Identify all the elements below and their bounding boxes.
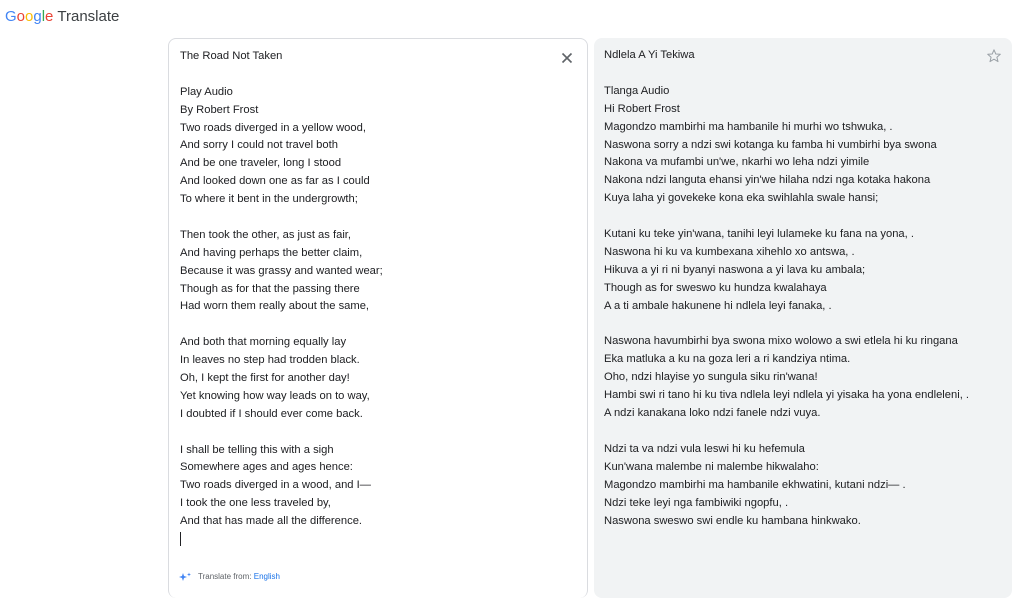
source-line: I shall be telling this with a sigh bbox=[180, 443, 334, 456]
logo-letter: e bbox=[45, 8, 54, 25]
source-line: In leaves no step had trodden black. bbox=[180, 354, 360, 367]
logo-letter: l bbox=[41, 8, 46, 25]
translation-line: Tlanga Audio bbox=[604, 84, 670, 97]
translation-line: Kutani ku teke yin'wana, tanihi leyi lulameke ku fana na yona, . bbox=[604, 228, 914, 241]
translation-line: Hi Robert Frost bbox=[604, 102, 680, 115]
translation-line: Oho, ndzi hlayise yo sungula siku rin'wana! bbox=[604, 371, 818, 384]
source-line: Two roads diverged in a wood, and I— bbox=[180, 479, 371, 492]
translation-line: Naswona hi ku va kumbexana xihehlo xo antswa, . bbox=[604, 245, 855, 258]
save-translation-button[interactable] bbox=[986, 48, 1002, 64]
source-line: To where it bent in the undergrowth; bbox=[180, 193, 358, 206]
source-line: Though as for that the passing there bbox=[180, 282, 360, 295]
source-blank-line bbox=[180, 424, 383, 442]
source-line: Then took the other, as just as fair, bbox=[180, 228, 352, 241]
translation-line: Naswona sorry a ndzi swi kotanga ku famba hi vumbirhi bya swona bbox=[604, 138, 937, 151]
translation-line: Magondzo mambirhi ma hambanile hi murhi wo tshwuka, . bbox=[604, 120, 893, 133]
source-line: Because it was grassy and wanted wear; bbox=[180, 264, 383, 277]
logo-letter: G bbox=[5, 8, 17, 25]
translation-blank-line bbox=[604, 208, 976, 226]
source-line: And sorry I could not travel both bbox=[180, 139, 338, 152]
source-line: And having perhaps the better claim, bbox=[180, 246, 363, 259]
source-line: Yet knowing how way leads on to way, bbox=[180, 389, 370, 402]
translation-line: A a ti ambale hakunene hi ndlela leyi fanaka, . bbox=[604, 299, 832, 312]
source-line: I took the one less traveled by, bbox=[180, 497, 331, 510]
source-line: And that has made all the difference. bbox=[180, 515, 363, 528]
source-line: Had worn them really about the same, bbox=[180, 300, 370, 313]
translation-panel bbox=[594, 38, 1012, 598]
source-blank-line bbox=[180, 66, 383, 84]
translation-line: Nakona va mufambi un'we, nkarhi wo leha ndzi yimile bbox=[604, 156, 870, 169]
translation-line: Ndzi ta va ndzi vula leswi hi ku hefemula bbox=[604, 442, 805, 455]
close-icon bbox=[559, 50, 575, 66]
translation-line: Magondzo mambirhi ma hambanile ekhwatini, kutani ndzi— . bbox=[604, 478, 906, 491]
translation-line: Kun'wana malembe ni malembe hikwalaho: bbox=[604, 460, 819, 473]
source-textarea[interactable] bbox=[180, 48, 383, 549]
translation-line: A ndzi kanakana loko ndzi fanele ndzi vuya. bbox=[604, 407, 821, 420]
translation-output bbox=[604, 47, 976, 530]
source-line: Somewhere ages and ages hence: bbox=[180, 461, 353, 474]
translation-title: Ndlela A Yi Tekiwa bbox=[604, 49, 695, 61]
source-line: And be one traveler, long I stood bbox=[180, 157, 342, 170]
source-text-panel[interactable] bbox=[168, 38, 588, 598]
source-blank-line bbox=[180, 209, 383, 227]
source-line: And looked down one as far as I could bbox=[180, 175, 370, 188]
source-line: Oh, I kept the first for another day! bbox=[180, 372, 350, 385]
source-line: And both that morning equally lay bbox=[180, 336, 347, 349]
translation-blank-line bbox=[604, 65, 976, 83]
source-line: Two roads diverged in a yellow wood, bbox=[180, 121, 366, 134]
translation-blank-line bbox=[604, 316, 976, 334]
google-translate-logo[interactable] bbox=[5, 8, 119, 26]
translation-line: Though as for sweswo ku hundza kwalahaya bbox=[604, 281, 827, 294]
logo-product-name: Translate bbox=[57, 8, 120, 25]
source-line: By Robert Frost bbox=[180, 103, 259, 116]
source-line: I doubted if I should ever come back. bbox=[180, 407, 363, 420]
translate-from-label: Translate from: bbox=[198, 572, 252, 582]
source-cursor-line bbox=[180, 531, 383, 549]
translation-line: Hambi swi ri tano hi ku tiva ndlela leyi ndlela yi yisaka ha yona endleleni, . bbox=[604, 389, 970, 402]
translate-from-language-link[interactable]: English bbox=[253, 572, 280, 582]
star-icon bbox=[986, 48, 1002, 64]
source-blank-line bbox=[180, 316, 383, 334]
logo-letter: g bbox=[33, 8, 42, 25]
translation-line: Naswona sweswo swi endle ku hambana hinkwako. bbox=[604, 514, 861, 527]
clear-source-button[interactable] bbox=[559, 50, 575, 66]
logo-letter: o bbox=[16, 8, 26, 25]
text-cursor bbox=[180, 532, 181, 546]
translation-line: Nakona ndzi languta ehansi yin'we hilaha ndzi nga kotaka hakona bbox=[604, 174, 931, 187]
translation-blank-line bbox=[604, 423, 976, 441]
source-line: Play Audio bbox=[180, 85, 233, 98]
translation-line: Naswona havumbirhi bya swona mixo wolowo a swi etlela hi ku ringana bbox=[604, 335, 958, 348]
logo-wordmark bbox=[5, 8, 53, 25]
translation-line: Ndzi teke leyi nga fambiwiki ngopfu, . bbox=[604, 496, 789, 509]
translation-line: Kuya laha yi govekeke kona eka swihlahla swale hansi; bbox=[604, 192, 879, 205]
logo-letter: o bbox=[25, 8, 34, 25]
sparkle-icon bbox=[178, 572, 192, 582]
translate-from-hint[interactable] bbox=[178, 572, 280, 582]
translation-line: Hikuva a yi ri ni byanyi naswona a yi lava ku ambala; bbox=[604, 263, 866, 276]
source-title: The Road Not Taken bbox=[180, 50, 283, 62]
translation-line: Eka matluka a ku na goza leri a ri kandziya ntima. bbox=[604, 353, 851, 366]
